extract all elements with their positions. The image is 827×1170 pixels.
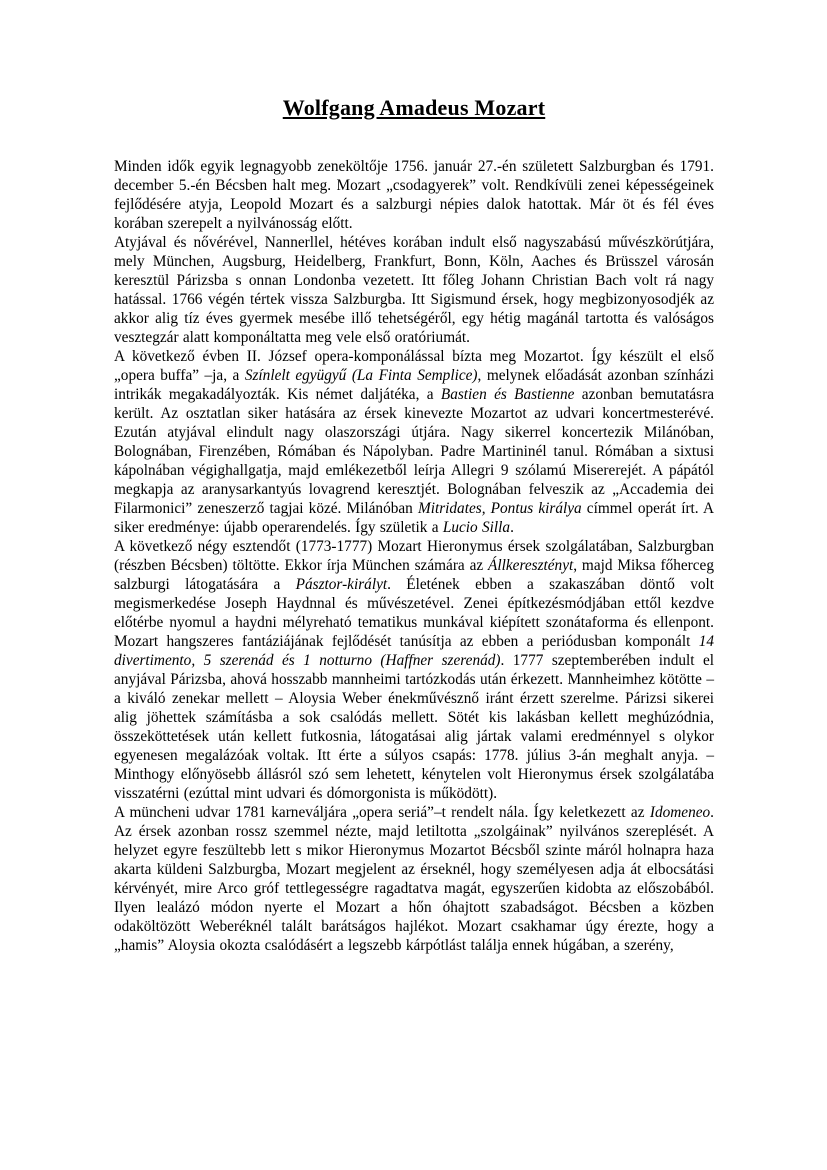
text-run: címmel operát írt. A siker eredménye: újabb operarendelés. Így születik a xyxy=(114,500,714,536)
text-run: . xyxy=(510,519,514,536)
document-title: Wolfgang Amadeus Mozart xyxy=(282,95,546,120)
text-run-italic: Bastien és Bastienne xyxy=(440,386,575,403)
paragraph xyxy=(114,537,714,803)
text-run-italic: Idomeneo xyxy=(649,804,711,821)
text-run-italic: Mitridates, Pontus királya xyxy=(417,500,582,517)
text-run-italic: Színlelt együgyű (La Finta Semplice) xyxy=(244,367,478,384)
paragraph xyxy=(114,233,714,347)
text-run: Atyjával és nővérével, Nannerllel, hétéves korában indult első nagyszabású művészkörútjára, mely München, Augsburg, Heidelberg, Frankfurt, Bonn, Köln, Aaches és Brüsszel városán keresztül Párizsba s onnan Londonba vezetett. Itt főleg Johann Christian Bach volt rá nagy hatással. 1766 végén tértek vissza Salzburgba. Itt Sigismund érsek, hogy megbizonyosodjék az akkor alig tíz éves gyermek mesébe illő tehetségéről, egy hétig magánál tartotta és valóságos vesztegzár alatt komponáltatta meg vele első oratóriumát. xyxy=(114,234,714,346)
text-run-italic: Pásztor-királyt xyxy=(295,576,388,593)
text-run: . Életének ebben a szakaszában döntő volt megismerkedése Joseph Haydnnal és művészetével. Zenei építkezésmódjában ettől kezdve előtérbe nyomul a haydni mélyreható tematikus munkával kiépített szonátaforma és ellenpont. Mozart hangszeres fantáziájának fejlődését tanúsítja az ebben a periódusban komponált xyxy=(114,576,714,650)
text-run: A következő évben II. József opera-komponálással bízta meg Mozartot. Így készült el első „opera buffa” –ja, a xyxy=(114,348,714,384)
text-run: . Az érsek azonban rossz szemmel nézte, majd letiltotta „szolgáinak” nyilvános szereplését. A helyzet egyre feszültebb lett s mikor Hieronymus Mozartot Bécsből szinte máról holnapra haza akarta küldeni Salzburgba, Mozart megjelent az érseknél, hogy személyesen adja át elbocsátási kérvényét, mire Arco gróf tettlegességre ragadtatva magát, egyszerűen kidobta az előszobából. Ilyen lealázó módon nyerte el Mozart a hőn óhajtott szabadságot. Bécsben a közben odaköltözött Weberéknél talált barátságos hajlékot. Mozart csakhamar úgy érezte, hogy a „hamis” Aloysia okozta csalódásért a legszebb kárpótlást találja ennek húgában, a szerény, xyxy=(114,804,714,954)
text-run-italic: 14 divertimento, 5 szerenád és 1 notturno (Haffner szerenád) xyxy=(114,633,714,669)
text-run: , melynek előadását azonban színházi intrikák megakadályozták. Kis német daljátéka, a xyxy=(114,367,714,403)
text-run-italic: Lucio Silla xyxy=(442,519,511,536)
text-run-italic: Állkeresztényt xyxy=(488,557,574,574)
text-run: . 1777 szeptemberében indult el anyjával Párizsba, ahová hosszabb mannheimi tartózkodás után érkezett. Mannheimhez kötötte – a kiváló zenekar mellett – Aloysia Weber énekművésznő iránt érzett szerelme. Párizsi sikerei alig jöhettek számításba a sok csalódás mellett. Sötét kis lakásban kellett meghúzódnia, összeköttetések után kellett futkosnia, látogatásai alig jártak valami eredménnyel s olykor egyenesen megalázóak voltak. Itt érte a súlyos csapás: 1778. július 3-án meghalt anyja. –Minthogy előnyösebb állásról szó sem lehetett, kénytelen volt Hieronymus érsek szolgálatába visszatérni (ezúttal mint udvari és dómorgonista is működött). xyxy=(114,652,714,802)
text-run: , majd Miksa főherceg salzburgi látogatására a xyxy=(114,557,714,593)
paragraph xyxy=(114,157,714,233)
text-run: Minden idők egyik legnagyobb zeneköltője 1756. január 27.-én született Salzburgban és 1791. december 5.-én Bécsben halt meg. Mozart „csodagyerek” volt. Rendkívüli zenei képességeinek fejlődésére atyja, Leopold Mozart és a salzburgi népies dalok hatottak. Már öt és fél éves korában szerepelt a nyilvánosság előtt. xyxy=(114,158,714,232)
document-body xyxy=(114,157,714,955)
paragraph xyxy=(114,347,714,537)
text-run: azonban bemutatásra került. Az osztatlan siker hatására az érsek kinevezte Mozartot az udvari koncertmesterévé. Ezután atyjával elindult nagy olaszországi útjára. Nagy sikerrel koncertezik Milánóban, Bolognában, Firenzében, Rómában és Nápolyban. Padre Martininél tanul. Rómában a sixtusi kápolnában végighallgatja, majd emlékezetből leírja Allegri 9 szólamú Misererejét. A pápától megkapja az aranysarkantyús lovagrend keresztjét. Bolognában felveszik az „Accademia dei Filarmonici” zeneszerző tagjai közé. Milánóban xyxy=(114,386,714,517)
text-run: A következő négy esztendőt (1773-1777) Mozart Hieronymus érsek szolgálatában, Salzburgban (részben Bécsben) töltötte. Ekkor írja München számára az xyxy=(114,538,714,574)
text-run: A müncheni udvar 1781 karneváljára „opera seriá”–t rendelt nála. Így keletkezett az xyxy=(114,804,650,821)
paragraph xyxy=(114,803,714,955)
